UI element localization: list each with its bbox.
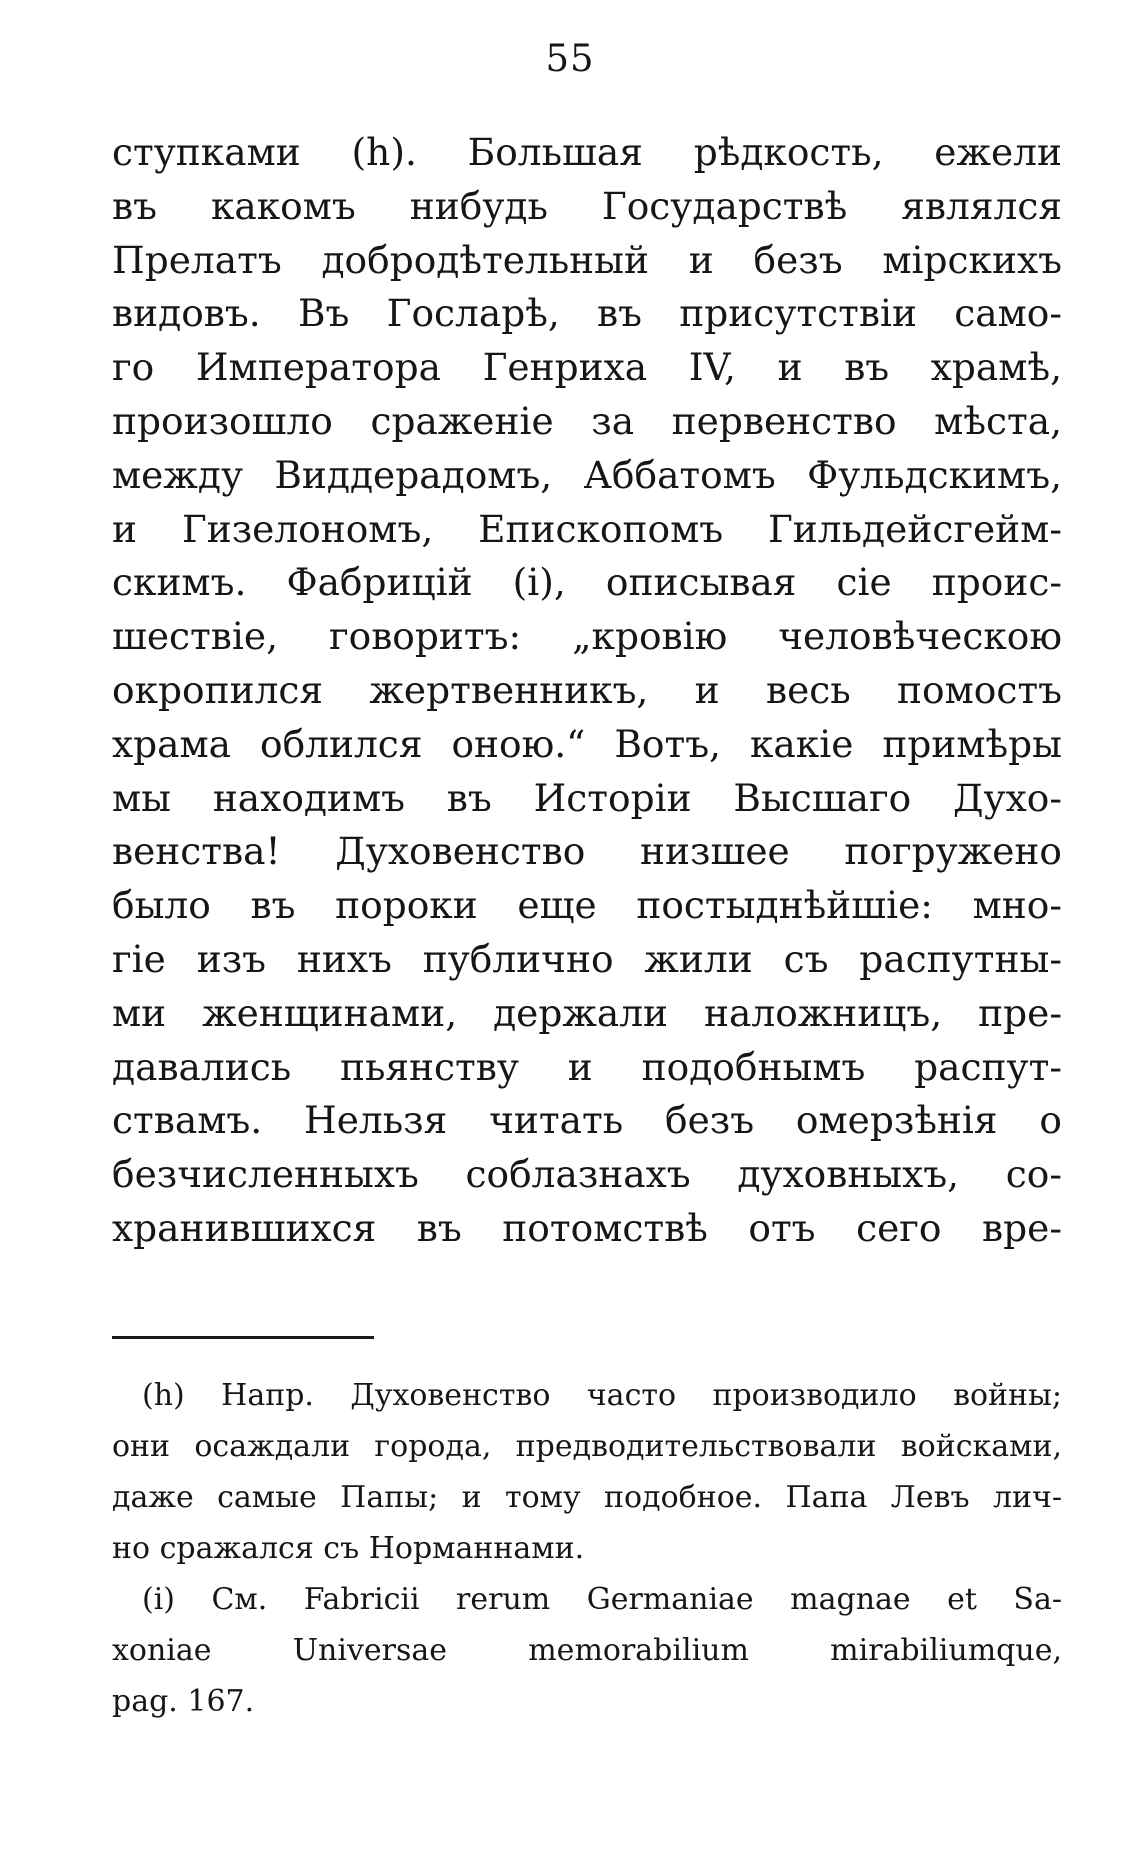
text-line: безчисленныхъ соблазнахъ духовныхъ, со- bbox=[112, 1152, 1062, 1197]
footnote-line: (i) См. Fabricii rerum Germaniae magnae et Sa- bbox=[142, 1582, 1062, 1617]
footnote-line: (h) Напр. Духовенство часто производило войны; bbox=[142, 1378, 1062, 1413]
text-line: ми женщинами, держали наложницъ, пре- bbox=[112, 990, 1062, 1035]
text-line: гіе изъ нихъ публично жили съ распутны- bbox=[112, 936, 1062, 981]
footnote-i bbox=[112, 1574, 1062, 1727]
text-line: давались пьянству и подобнымъ распут- bbox=[112, 1044, 1062, 1089]
text-line: окропился жертвенникъ, и весь помостъ bbox=[112, 667, 1062, 712]
text-line: въ какомъ нибудь Государствѣ являлся bbox=[112, 183, 1062, 228]
text-line: венства! Духовенство низшее погружено bbox=[112, 829, 1062, 874]
text-line: скимъ. Фабрицій (i), описывая сіе проис- bbox=[112, 560, 1062, 605]
page-number: 55 bbox=[545, 37, 595, 80]
footnote-line: pag. 167. bbox=[112, 1684, 255, 1719]
text-line: шествіе, говоритъ: „кровію человѣческою bbox=[112, 614, 1062, 659]
text-line: между Виддерадомъ, Аббатомъ Фульдскимъ, bbox=[112, 452, 1062, 497]
text-line: го Императора Генриха IV, и въ храмѣ, bbox=[112, 345, 1062, 390]
footnote-line: но сражался съ Норманнами. bbox=[112, 1531, 585, 1566]
text-line: ствамъ. Нельзя читать безъ омерзѣнія о bbox=[112, 1098, 1062, 1143]
footnote-line: даже самые Папы; и тому подобное. Папа Левъ лич- bbox=[112, 1480, 1062, 1515]
footnotes bbox=[112, 1370, 1062, 1727]
text-line: и Гизелономъ, Епископомъ Гильдейсгейм- bbox=[112, 506, 1062, 551]
text-line: Прелатъ добродѣтельный и безъ мірскихъ bbox=[112, 237, 1062, 282]
footnote-divider bbox=[112, 1336, 374, 1339]
text-line: храма облился оною.“ Вотъ, какіе примѣры bbox=[112, 721, 1062, 766]
text-line: ступками (h). Большая рѣдкость, ежели bbox=[112, 130, 1062, 174]
footnote-line: xoniae Universae memorabilium mirabiliumque, bbox=[112, 1633, 1062, 1668]
text-line: произошло сраженіе за первенство мѣста, bbox=[112, 398, 1062, 443]
text-line: было въ пороки еще постыднѣйшіе: мно- bbox=[112, 883, 1062, 928]
body-text bbox=[112, 126, 1062, 1256]
footnote-line: они осаждали города, предводительствовали войсками, bbox=[112, 1429, 1062, 1464]
footnote-h bbox=[112, 1370, 1062, 1574]
text-line: хранившихся въ потомствѣ отъ сего вре- bbox=[112, 1205, 1062, 1250]
text-line: мы находимъ въ Исторіи Высшаго Духо- bbox=[112, 775, 1062, 820]
text-line: видовъ. Въ Госларѣ, въ присутствіи само- bbox=[112, 291, 1062, 336]
